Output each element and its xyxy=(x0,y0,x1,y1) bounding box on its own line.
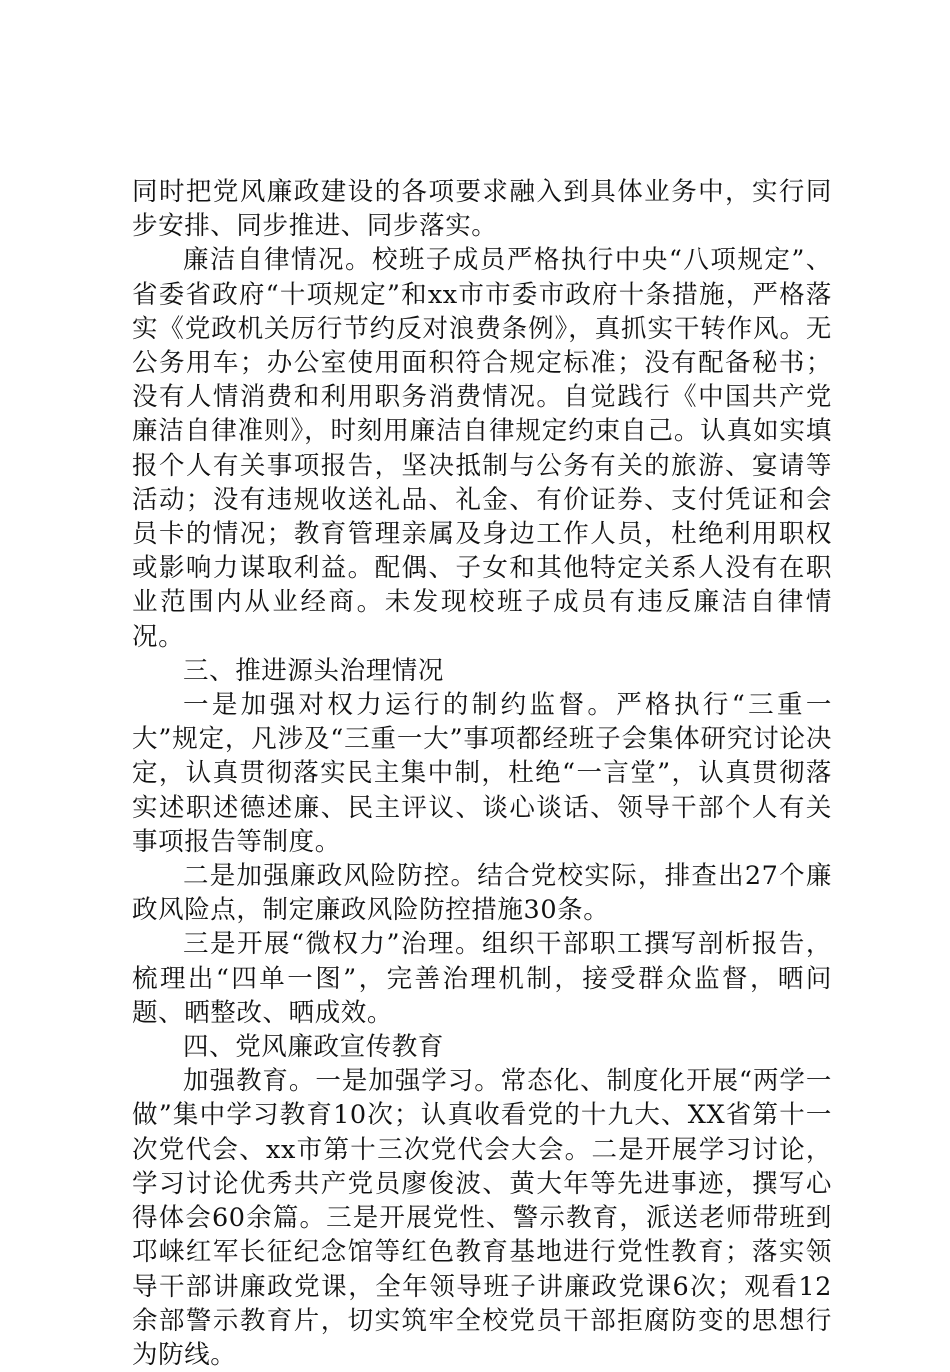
paragraph-power-supervision: 一是加强对权力运行的制约监督。严格执行“三重一大”规定，凡涉及“三重一大”事项都经班子会集体研究讨论决定，认真贯彻落实民主集中制，杜绝“一言堂”，认真贯彻落实述职述德述廉、民主评议、谈心谈话、领导干部个人有关事项报告等制度。 xyxy=(132,690,832,857)
section-heading-education: 四、党风廉政宣传教育 xyxy=(183,1032,445,1063)
paragraph-micro-power: 三是开展“微权力”治理。组织干部职工撰写剖析报告，梳理出“四单一图”，完善治理机制，接受群众监督，晒问题、晒整改、晒成效。 xyxy=(132,929,832,1028)
paragraph-self-discipline: 廉洁自律情况。校班子成员严格执行中央“八项规定”、省委省政府“十项规定”和xx市市委市政府十条措施，严格落实《党政机关厉行节约反对浪费条例》，真抓实干转作风。无公务用车；办公室使用面积符合规定标准；没有配备秘书；没有人情消费和利用职务消费情况。自觉践行《中国共产党廉洁自律准则》，时刻用廉洁自律规定约束自己。认真如实填报个人有关事项报告，坚决抵制与公务有关的旅游、宴请等活动；没有违规收送礼品、礼金、有价证券、支付凭证和会员卡的情况；教育管理亲属及身边工作人员，杜绝利用职权或影响力谋取利益。配偶、子女和其他特定关系人没有在职业范围内从业经商。未发现校班子成员有违反廉洁自律情况。 xyxy=(132,245,832,652)
section-heading-source-governance: 三、推进源头治理情况 xyxy=(183,655,445,686)
paragraph-risk-control: 二是加强廉政风险防控。结合党校实际，排查出27个廉政风险点，制定廉政风险防控措施30条。 xyxy=(132,861,832,926)
paragraph-strengthen-education: 加强教育。一是加强学习。常态化、制度化开展“两学一做”集中学习教育10次；认真收看党的十九大、XX省第十一次党代会、xx市第十三次党代会大会。二是开展学习讨论，学习讨论优秀共产党员廖俊波、黄大年等先进事迹，撰写心得体会60余篇。三是开展党性、警示教育，派送老师带班到邛崃红军长征纪念馆等红色教育基地进行党性教育；落实领导干部讲廉政党课，全年领导班子讲廉政党课6次；观看12余部警示教育片，切实筑牢全校党员干部拒腐防变的思想行为防线。 xyxy=(132,1066,832,1370)
document-body xyxy=(132,175,832,1372)
paragraph-continuation: 同时把党风廉政建设的各项要求融入到具体业务中，实行同步安排、同步推进、同步落实。 xyxy=(132,177,832,242)
